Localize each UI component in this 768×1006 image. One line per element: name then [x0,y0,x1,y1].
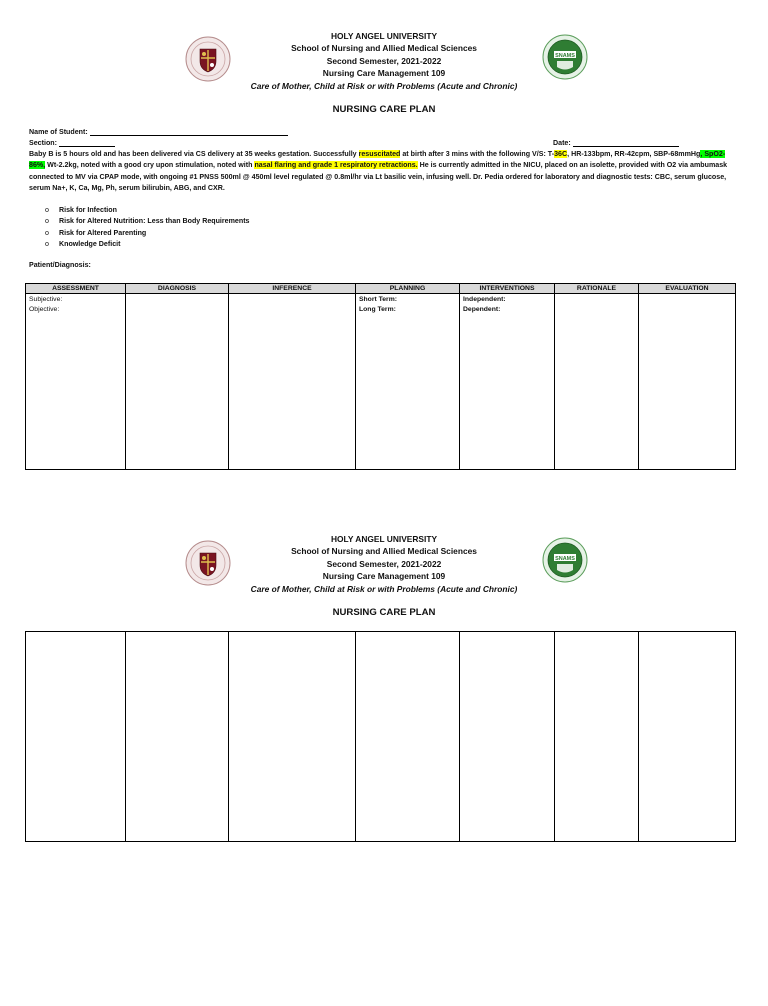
course-subtitle: Care of Mother, Child at Risk or with Problems (Acute and Chronic) [250,80,518,91]
university-name: HOLY ANGEL UNIVERSITY [330,534,438,544]
course-subtitle: Care of Mother, Child at Risk or with Problems (Acute and Chronic) [250,583,518,594]
date-field [553,138,679,147]
name-label: Name of Student: [29,128,88,136]
section-label: Section: [29,139,57,147]
planning-cell[interactable] [356,294,460,470]
objective-label: Objective: [29,306,60,313]
inference-cell[interactable] [229,294,356,470]
list-item: o Risk for Altered Parenting [45,228,250,239]
independent-label: Independent: [463,296,506,303]
highlight-nasal-flaring: nasal flaring and grade 1 respiratory retractions. [254,161,418,170]
document-header [0,30,768,92]
table-header-row [26,284,736,294]
document-header [0,533,768,595]
course-name: Nursing Care Management 109 [322,68,446,79]
case-text-3: , HR-133bpm, RR-42cpm, SBP-68mmHg [567,150,701,158]
name-blank-line [90,127,288,136]
section-blank-line [59,138,115,147]
case-text-5: He is currently admitted in the NICU, placed on an isolette, provided with O2 via ambumask connected to MV via CPAP mode, with ongoing #1 PNSS 500ml @ 450ml level regulated @ 0.8ml/hr via Lt basilic vein, infusing well. Dr. Pedia ordered for laboratory and diagnostic tests: CBC, serum glucose, serum Na+, K, Ca, Mg, Ph, serum bilirubin, ABG, and CXR. [29,161,728,192]
rationale-cell[interactable] [555,294,639,470]
col-planning: PLANNING [356,284,460,294]
semester: Second Semester, 2021-2022 [326,55,442,66]
interventions-cell[interactable] [460,632,555,842]
case-text-2: at birth after 3 mins with the following V/S: T- [400,150,555,158]
assessment-cell[interactable] [26,294,126,470]
patient-diagnosis-label: Patient/Diagnosis: [29,261,91,269]
list-item: o Risk for Altered Nutrition: Less than Body Requirements [45,216,250,227]
table-row [26,632,736,842]
list-item: o Knowledge Deficit [45,239,250,250]
col-interventions: INTERVENTIONS [460,284,555,294]
case-text-1: Baby B is 5 hours old and has been delivered via CS delivery at 35 weeks gestation. Successfully [29,150,359,158]
school-name: School of Nursing and Allied Medical Sciences [291,43,477,54]
interventions-cell[interactable] [460,294,555,470]
col-assessment: ASSESSMENT [26,284,126,294]
subjective-label: Subjective: [29,296,63,303]
assessment-cell[interactable] [26,632,126,842]
date-blank-line [573,138,679,147]
svg-text:SNAMS: SNAMS [555,52,575,59]
evaluation-cell[interactable] [639,294,736,470]
diagnosis-cell[interactable] [126,632,229,842]
col-diagnosis: DIAGNOSIS [126,284,229,294]
highlight-temperature: 36C [554,150,568,158]
course-name: Nursing Care Management 109 [322,571,446,582]
planning-cell[interactable] [356,632,460,842]
page-title: NURSING CARE PLAN [332,104,436,115]
evaluation-cell[interactable] [639,632,736,842]
highlight-spo2: , SpO2-86%, [29,150,726,170]
student-name-field [29,127,288,136]
section-field [29,138,115,147]
col-rationale: RATIONALE [555,284,639,294]
rationale-cell[interactable] [555,632,639,842]
case-scenario [29,149,741,194]
long-term-label: Long Term: [359,306,396,313]
table-row [26,294,736,470]
care-plan-table-1 [25,283,736,470]
case-text-4: Wt-2.2kg, noted with a good cry upon stimulation, noted with [45,161,255,170]
nursing-diagnoses-list [45,205,250,250]
short-term-label: Short Term: [359,296,398,303]
diagnosis-cell[interactable] [126,294,229,470]
col-evaluation: EVALUATION [639,284,736,294]
semester: Second Semester, 2021-2022 [326,558,442,569]
list-item: o Risk for Infection [45,205,250,216]
care-plan-table-2 [25,631,736,842]
svg-text:SNAMS: SNAMS [555,555,575,562]
dependent-label: Dependent: [463,306,501,313]
university-name: HOLY ANGEL UNIVERSITY [330,31,438,41]
date-label: Date: [553,139,571,147]
page-title: NURSING CARE PLAN [332,607,436,618]
inference-cell[interactable] [229,632,356,842]
school-name: School of Nursing and Allied Medical Sciences [291,546,477,557]
highlight-resuscitated: resuscitated [358,150,401,158]
col-inference: INFERENCE [229,284,356,294]
